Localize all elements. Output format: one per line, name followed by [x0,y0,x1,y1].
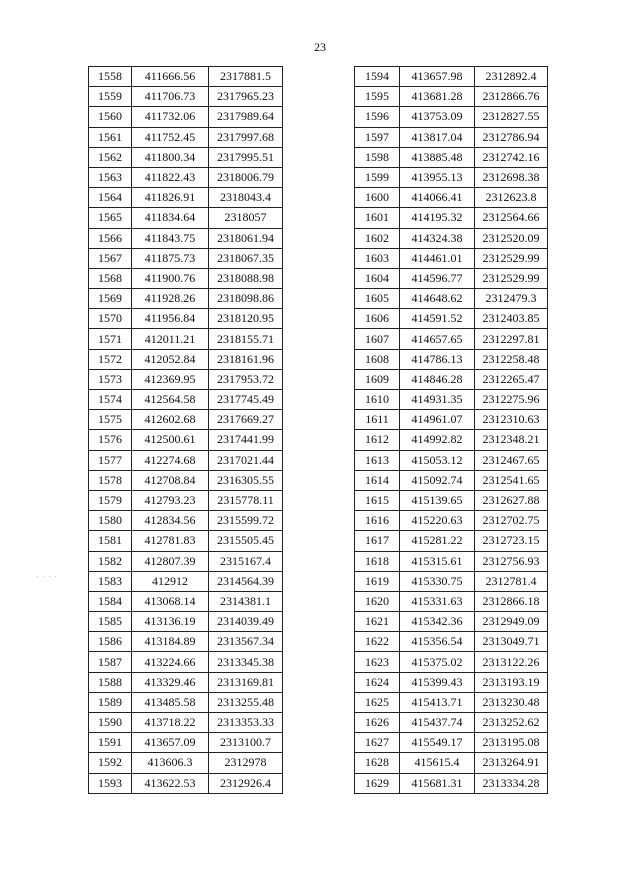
y-coordinate-cell: 2317989.64 [209,107,283,127]
table-row [355,692,548,712]
y-coordinate-cell: 2315505.45 [209,531,283,551]
x-coordinate-cell: 415139.65 [400,490,475,510]
point-number-cell: 1600 [355,188,400,208]
point-number-cell: 1586 [89,632,132,652]
y-coordinate-cell: 2314039.49 [209,612,283,632]
x-coordinate-cell: 411706.73 [132,87,209,107]
point-number-cell: 1561 [89,127,132,147]
x-coordinate-cell: 412011.21 [132,329,209,349]
y-coordinate-cell: 2312892.4 [475,67,548,87]
point-number-cell: 1565 [89,208,132,228]
y-coordinate-cell: 2317995.51 [209,147,283,167]
x-coordinate-cell: 414591.52 [400,309,475,329]
table-row [355,107,548,127]
x-coordinate-cell: 412781.83 [132,531,209,551]
x-coordinate-cell: 411826.91 [132,188,209,208]
point-number-cell: 1582 [89,551,132,571]
y-coordinate-cell: 2312479.3 [475,289,548,309]
y-coordinate-cell: 2313193.19 [475,672,548,692]
table-row [89,167,283,187]
y-coordinate-cell: 2313122.26 [475,652,548,672]
y-coordinate-cell: 2312258.48 [475,349,548,369]
table-row [89,228,283,248]
point-number-cell: 1602 [355,228,400,248]
y-coordinate-cell: 2312827.55 [475,107,548,127]
table-row [89,672,283,692]
x-coordinate-cell: 411843.75 [132,228,209,248]
y-coordinate-cell: 2313345.38 [209,652,283,672]
x-coordinate-cell: 415331.63 [400,591,475,611]
point-number-cell: 1627 [355,733,400,753]
table-row [355,551,548,571]
x-coordinate-cell: 413657.98 [400,67,475,87]
table-row [355,67,548,87]
table-row [355,329,548,349]
table-row [355,248,548,268]
point-number-cell: 1566 [89,228,132,248]
table-row [355,208,548,228]
y-coordinate-cell: 2312926.4 [209,773,283,793]
point-number-cell: 1597 [355,127,400,147]
point-number-cell: 1570 [89,309,132,329]
table-row [89,147,283,167]
y-coordinate-cell: 2312866.76 [475,87,548,107]
y-coordinate-cell: 2312310.63 [475,410,548,430]
table-row [89,591,283,611]
x-coordinate-cell: 413657.09 [132,733,209,753]
table-row [355,531,548,551]
y-coordinate-cell: 2312723.15 [475,531,548,551]
x-coordinate-cell: 412500.61 [132,430,209,450]
x-coordinate-cell: 415399.43 [400,672,475,692]
y-coordinate-cell: 2313100.7 [209,733,283,753]
y-coordinate-cell: 2317965.23 [209,87,283,107]
x-coordinate-cell: 412564.58 [132,390,209,410]
point-number-cell: 1595 [355,87,400,107]
y-coordinate-cell: 2318098.86 [209,289,283,309]
point-number-cell: 1558 [89,67,132,87]
point-number-cell: 1610 [355,390,400,410]
y-coordinate-cell: 2314564.39 [209,571,283,591]
point-number-cell: 1588 [89,672,132,692]
point-number-cell: 1618 [355,551,400,571]
y-coordinate-cell: 2317881.5 [209,67,283,87]
x-coordinate-cell: 411900.76 [132,268,209,288]
point-number-cell: 1608 [355,349,400,369]
point-number-cell: 1594 [355,67,400,87]
table-row [89,289,283,309]
point-number-cell: 1621 [355,612,400,632]
y-coordinate-cell: 2313049.71 [475,632,548,652]
table-row [89,208,283,228]
point-number-cell: 1609 [355,369,400,389]
x-coordinate-cell: 415315.61 [400,551,475,571]
y-coordinate-cell: 2315599.72 [209,511,283,531]
table-row [89,268,283,288]
point-number-cell: 1599 [355,167,400,187]
table-row [355,410,548,430]
table-row [355,87,548,107]
table-row [89,713,283,733]
x-coordinate-cell: 412708.84 [132,470,209,490]
table-row [89,309,283,329]
table-row [355,490,548,510]
x-coordinate-cell: 413718.22 [132,713,209,733]
x-coordinate-cell: 412834.56 [132,511,209,531]
table-row [89,511,283,531]
x-coordinate-cell: 413753.09 [400,107,475,127]
y-coordinate-cell: 2312275.96 [475,390,548,410]
x-coordinate-cell: 413068.14 [132,591,209,611]
point-number-cell: 1603 [355,248,400,268]
table-row [355,511,548,531]
table-row [89,248,283,268]
x-coordinate-cell: 414657.65 [400,329,475,349]
point-number-cell: 1563 [89,167,132,187]
scan-artifact: · · · · [36,573,58,581]
table-row [355,571,548,591]
table-row [355,672,548,692]
table-row [355,430,548,450]
point-number-cell: 1606 [355,309,400,329]
x-coordinate-cell: 414992.82 [400,430,475,450]
x-coordinate-cell: 415437.74 [400,713,475,733]
x-coordinate-cell: 411822.43 [132,167,209,187]
point-number-cell: 1571 [89,329,132,349]
point-number-cell: 1612 [355,430,400,450]
x-coordinate-cell: 415549.17 [400,733,475,753]
point-number-cell: 1580 [89,511,132,531]
x-coordinate-cell: 414461.01 [400,248,475,268]
point-number-cell: 1622 [355,632,400,652]
point-number-cell: 1591 [89,733,132,753]
y-coordinate-cell: 2312949.09 [475,612,548,632]
point-number-cell: 1574 [89,390,132,410]
x-coordinate-cell: 412274.68 [132,450,209,470]
y-coordinate-cell: 2313334.28 [475,773,548,793]
y-coordinate-cell: 2318088.98 [209,268,283,288]
y-coordinate-cell: 2315778.11 [209,490,283,510]
y-coordinate-cell: 2317953.72 [209,369,283,389]
table-row [355,147,548,167]
y-coordinate-cell: 2312786.94 [475,127,548,147]
point-number-cell: 1628 [355,753,400,773]
y-coordinate-cell: 2312627.88 [475,490,548,510]
x-coordinate-cell: 413606.3 [132,753,209,773]
point-number-cell: 1625 [355,692,400,712]
y-coordinate-cell: 2312403.85 [475,309,548,329]
point-number-cell: 1584 [89,591,132,611]
table-row [355,612,548,632]
point-number-cell: 1587 [89,652,132,672]
x-coordinate-cell: 411956.84 [132,309,209,329]
table-row [89,531,283,551]
y-coordinate-cell: 2313195.08 [475,733,548,753]
y-coordinate-cell: 2317745.49 [209,390,283,410]
x-coordinate-cell: 415615.4 [400,753,475,773]
table-row [89,450,283,470]
point-number-cell: 1607 [355,329,400,349]
y-coordinate-cell: 2312781.4 [475,571,548,591]
y-coordinate-cell: 2312742.16 [475,147,548,167]
x-coordinate-cell: 413885.48 [400,147,475,167]
point-number-cell: 1620 [355,591,400,611]
y-coordinate-cell: 2312297.81 [475,329,548,349]
table-row [89,571,283,591]
table-row [355,349,548,369]
point-number-cell: 1590 [89,713,132,733]
y-coordinate-cell: 2318043.4 [209,188,283,208]
x-coordinate-cell: 411875.73 [132,248,209,268]
y-coordinate-cell: 2313230.48 [475,692,548,712]
x-coordinate-cell: 415342.36 [400,612,475,632]
y-coordinate-cell: 2318061.94 [209,228,283,248]
table-row [355,713,548,733]
x-coordinate-cell: 413136.19 [132,612,209,632]
table-row [89,753,283,773]
point-number-cell: 1567 [89,248,132,268]
table-row [89,470,283,490]
table-row [89,632,283,652]
x-coordinate-cell: 414596.77 [400,268,475,288]
y-coordinate-cell: 2312978 [209,753,283,773]
table-row [89,490,283,510]
page-number: 23 [314,40,326,54]
x-coordinate-cell: 413485.58 [132,692,209,712]
x-coordinate-cell: 412793.23 [132,490,209,510]
point-number-cell: 1581 [89,531,132,551]
x-coordinate-cell: 415330.75 [400,571,475,591]
table-row [89,692,283,712]
coordinates-table-left [88,66,283,794]
point-number-cell: 1577 [89,450,132,470]
table-row [89,349,283,369]
table-row [89,107,283,127]
table-row [355,390,548,410]
x-coordinate-cell: 413681.28 [400,87,475,107]
x-coordinate-cell: 414066.41 [400,188,475,208]
x-coordinate-cell: 415375.02 [400,652,475,672]
table-row [89,329,283,349]
table-row [89,652,283,672]
point-number-cell: 1589 [89,692,132,712]
y-coordinate-cell: 2313567.34 [209,632,283,652]
point-number-cell: 1615 [355,490,400,510]
y-coordinate-cell: 2312541.65 [475,470,548,490]
point-number-cell: 1605 [355,289,400,309]
y-coordinate-cell: 2312756.93 [475,551,548,571]
y-coordinate-cell: 2312623.8 [475,188,548,208]
point-number-cell: 1623 [355,652,400,672]
y-coordinate-cell: 2312529.99 [475,268,548,288]
point-number-cell: 1596 [355,107,400,127]
y-coordinate-cell: 2313169.81 [209,672,283,692]
x-coordinate-cell: 411800.34 [132,147,209,167]
x-coordinate-cell: 414786.13 [400,349,475,369]
x-coordinate-cell: 411752.45 [132,127,209,147]
point-number-cell: 1611 [355,410,400,430]
table-row [89,87,283,107]
y-coordinate-cell: 2313252.62 [475,713,548,733]
table-row [89,773,283,793]
point-number-cell: 1572 [89,349,132,369]
x-coordinate-cell: 413955.13 [400,167,475,187]
x-coordinate-cell: 411834.64 [132,208,209,228]
x-coordinate-cell: 415053.12 [400,450,475,470]
x-coordinate-cell: 411928.26 [132,289,209,309]
point-number-cell: 1593 [89,773,132,793]
point-number-cell: 1579 [89,490,132,510]
x-coordinate-cell: 415281.22 [400,531,475,551]
y-coordinate-cell: 2317441.99 [209,430,283,450]
y-coordinate-cell: 2312866.18 [475,591,548,611]
x-coordinate-cell: 415356.54 [400,632,475,652]
point-number-cell: 1562 [89,147,132,167]
table-row [355,127,548,147]
x-coordinate-cell: 415092.74 [400,470,475,490]
y-coordinate-cell: 2314381.1 [209,591,283,611]
y-coordinate-cell: 2318155.71 [209,329,283,349]
table-row [89,188,283,208]
y-coordinate-cell: 2318120.95 [209,309,283,329]
x-coordinate-cell: 413224.66 [132,652,209,672]
y-coordinate-cell: 2312467.65 [475,450,548,470]
x-coordinate-cell: 412807.39 [132,551,209,571]
table-row [89,430,283,450]
point-number-cell: 1576 [89,430,132,450]
y-coordinate-cell: 2312265.47 [475,369,548,389]
point-number-cell: 1629 [355,773,400,793]
point-number-cell: 1569 [89,289,132,309]
x-coordinate-cell: 413817.04 [400,127,475,147]
table-row [89,369,283,389]
table-row [355,632,548,652]
x-coordinate-cell: 414846.28 [400,369,475,389]
x-coordinate-cell: 414931.35 [400,390,475,410]
table-row [355,289,548,309]
x-coordinate-cell: 415413.71 [400,692,475,712]
point-number-cell: 1598 [355,147,400,167]
y-coordinate-cell: 2317669.27 [209,410,283,430]
y-coordinate-cell: 2315167.4 [209,551,283,571]
x-coordinate-cell: 412602.68 [132,410,209,430]
y-coordinate-cell: 2318161.96 [209,349,283,369]
table-row [89,410,283,430]
table-row [355,228,548,248]
x-coordinate-cell: 413622.53 [132,773,209,793]
table-row [355,470,548,490]
x-coordinate-cell: 412052.84 [132,349,209,369]
y-coordinate-cell: 2318006.79 [209,167,283,187]
point-number-cell: 1604 [355,268,400,288]
y-coordinate-cell: 2317997.68 [209,127,283,147]
point-number-cell: 1568 [89,268,132,288]
y-coordinate-cell: 2317021.44 [209,450,283,470]
point-number-cell: 1559 [89,87,132,107]
x-coordinate-cell: 414324.38 [400,228,475,248]
table-row [355,591,548,611]
x-coordinate-cell: 413329.46 [132,672,209,692]
point-number-cell: 1573 [89,369,132,389]
point-number-cell: 1578 [89,470,132,490]
y-coordinate-cell: 2313353.33 [209,713,283,733]
y-coordinate-cell: 2313255.48 [209,692,283,712]
x-coordinate-cell: 411666.56 [132,67,209,87]
table-row [355,733,548,753]
point-number-cell: 1564 [89,188,132,208]
point-number-cell: 1592 [89,753,132,773]
table-row [355,450,548,470]
table-row [355,268,548,288]
table-row [89,733,283,753]
y-coordinate-cell: 2312702.75 [475,511,548,531]
x-coordinate-cell: 412369.95 [132,369,209,389]
y-coordinate-cell: 2318057 [209,208,283,228]
x-coordinate-cell: 415220.63 [400,511,475,531]
x-coordinate-cell: 415681.31 [400,773,475,793]
x-coordinate-cell: 414961.07 [400,410,475,430]
table-row [355,652,548,672]
point-number-cell: 1575 [89,410,132,430]
point-number-cell: 1583 [89,571,132,591]
table-row [355,773,548,793]
y-coordinate-cell: 2316305.55 [209,470,283,490]
point-number-cell: 1617 [355,531,400,551]
x-coordinate-cell: 411732.06 [132,107,209,127]
table-row [355,309,548,329]
table-row [355,188,548,208]
x-coordinate-cell: 412912 [132,571,209,591]
table-row [355,369,548,389]
table-row [89,390,283,410]
table-row [355,753,548,773]
y-coordinate-cell: 2312529.99 [475,248,548,268]
y-coordinate-cell: 2312564.66 [475,208,548,228]
y-coordinate-cell: 2313264.91 [475,753,548,773]
point-number-cell: 1614 [355,470,400,490]
y-coordinate-cell: 2318067.35 [209,248,283,268]
point-number-cell: 1619 [355,571,400,591]
table-row [355,167,548,187]
y-coordinate-cell: 2312520.09 [475,228,548,248]
point-number-cell: 1560 [89,107,132,127]
point-number-cell: 1601 [355,208,400,228]
point-number-cell: 1616 [355,511,400,531]
y-coordinate-cell: 2312698.38 [475,167,548,187]
point-number-cell: 1626 [355,713,400,733]
x-coordinate-cell: 414195.32 [400,208,475,228]
table-row [89,551,283,571]
table-row [89,67,283,87]
coordinates-table-right [354,66,548,794]
y-coordinate-cell: 2312348.21 [475,430,548,450]
table-row [89,612,283,632]
x-coordinate-cell: 414648.62 [400,289,475,309]
point-number-cell: 1624 [355,672,400,692]
point-number-cell: 1585 [89,612,132,632]
table-row [89,127,283,147]
x-coordinate-cell: 413184.89 [132,632,209,652]
point-number-cell: 1613 [355,450,400,470]
